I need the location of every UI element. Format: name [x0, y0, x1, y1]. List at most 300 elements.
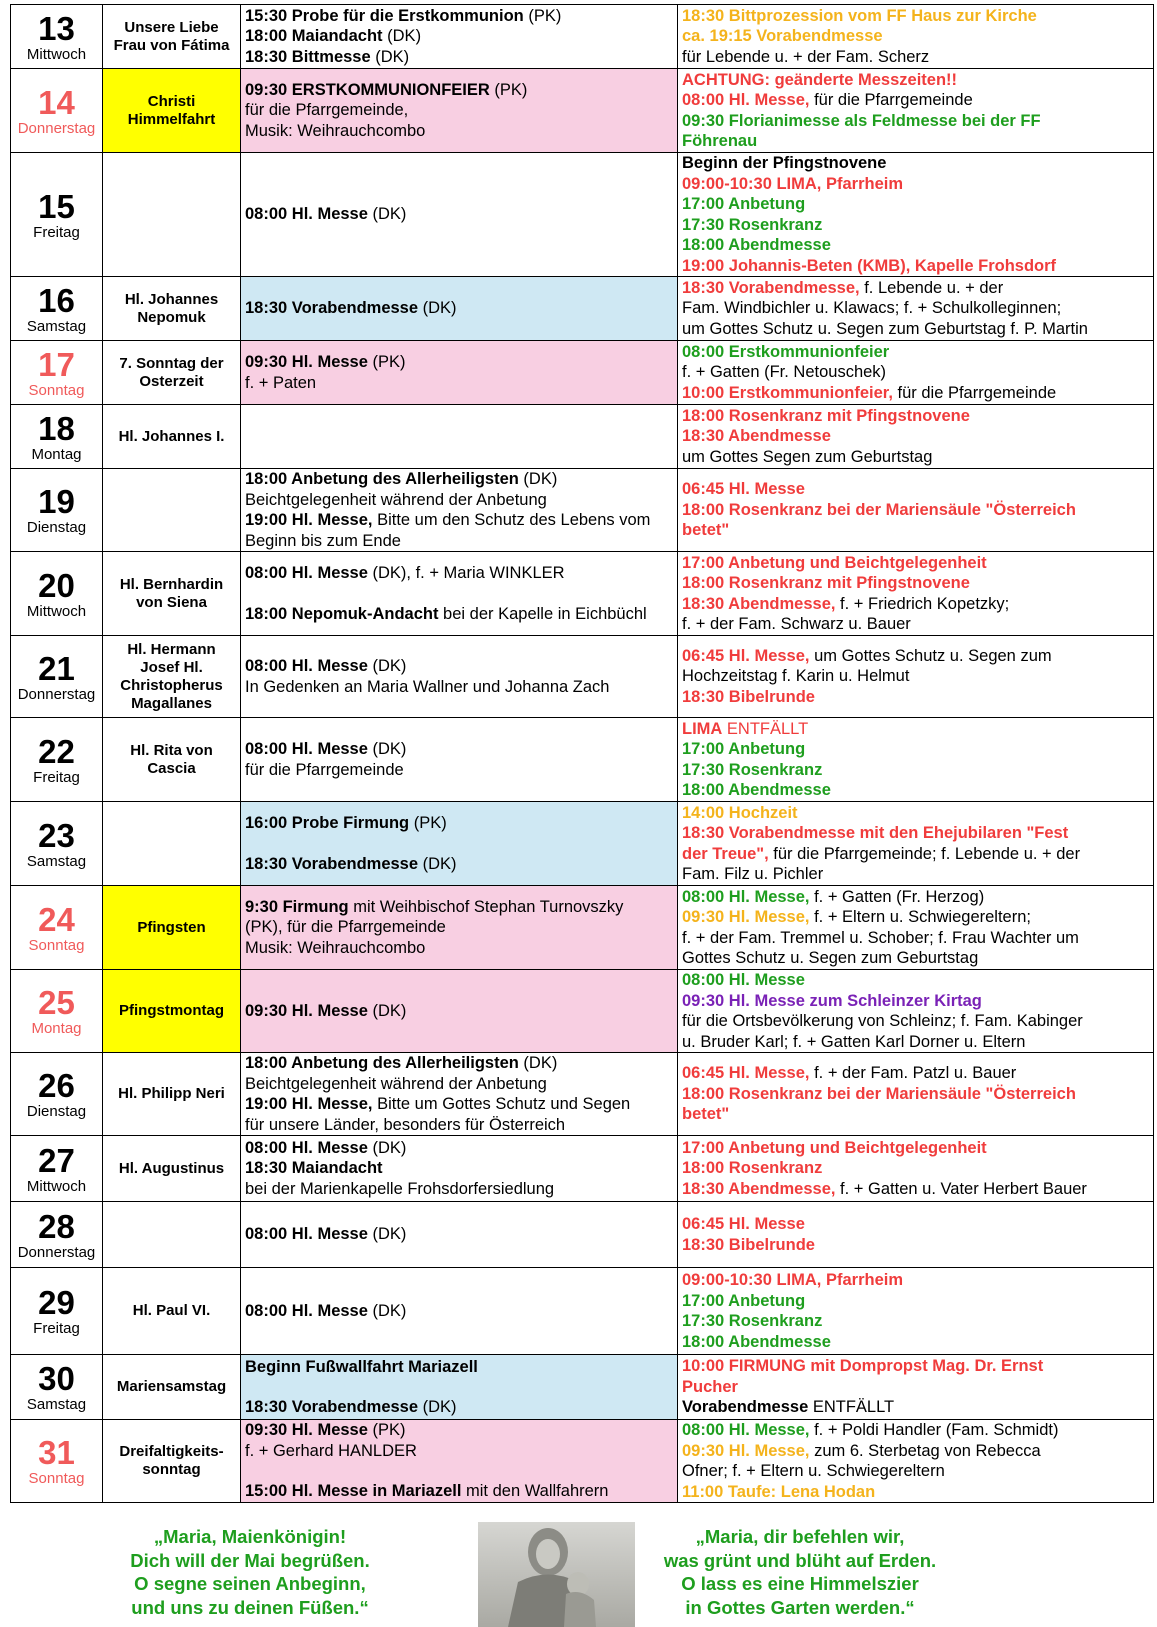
entry-line — [245, 917, 673, 938]
entry-line — [682, 1138, 1149, 1159]
entry-line — [682, 1011, 1149, 1032]
entry-line — [682, 1291, 1149, 1312]
weekday-name: Montag — [31, 445, 82, 463]
entry-line — [245, 1053, 673, 1074]
other-locations-cell — [678, 277, 1154, 341]
parish-cell — [241, 1355, 678, 1420]
entry-segment: 17:00 Anbetung und Beichtgelegenheit — [682, 1138, 987, 1157]
weekday-name: Freitag — [33, 223, 80, 241]
entry-segment: (DK), f. + Maria WINKLER — [367, 564, 565, 582]
entry-segment: 11:00 Taufe: Lena Hodan — [682, 1482, 876, 1501]
day-number: 15 — [38, 187, 75, 225]
entry-segment: 19:00 Hl. Messe, — [245, 1095, 373, 1113]
entry-segment: f. + Friedrich Kopetzky; — [835, 594, 1010, 613]
entry-segment: für Lebende u. + der Fam. Scherz — [682, 47, 930, 66]
poem-line: O lass es eine Himmelszier — [681, 1573, 919, 1594]
entry-line — [682, 1032, 1149, 1053]
entry-segment: (DK) — [367, 1301, 407, 1320]
entry-line — [682, 362, 1149, 383]
weekday-name: Montag — [31, 1020, 82, 1037]
entry-segment: 09:30 ERSTKOMMUNIONFEIER — [245, 80, 490, 99]
parish-cell — [241, 1420, 678, 1503]
poem-left — [50, 1525, 450, 1619]
entry-segment: Ofner; f. + Eltern u. Schwiegereltern — [682, 1462, 945, 1480]
other-locations-cell — [678, 1268, 1154, 1355]
entry-segment: (DK) — [367, 1225, 407, 1244]
entry-segment: (PK) — [523, 6, 562, 25]
day-cell — [11, 636, 103, 718]
parish-cell — [241, 69, 678, 153]
entry-segment: für unsere Länder, besonders für Österreich — [245, 1115, 566, 1134]
day-cell — [11, 405, 103, 469]
day-number: 23 — [38, 816, 75, 854]
day-cell — [11, 69, 103, 153]
entry-segment: 09:30 Hl. Messe — [245, 1001, 368, 1020]
day-row — [11, 1136, 1154, 1202]
entry-segment: 15:00 Hl. Messe in Mariazell — [245, 1482, 462, 1501]
entry-line — [245, 938, 673, 959]
entry-line — [682, 1377, 1149, 1398]
entry-segment: 09:30 Hl. Messe zum Schleinzer Kirtag — [682, 991, 982, 1010]
day-number: 13 — [38, 9, 75, 47]
entry-segment: 17:30 Rosenkranz — [682, 1312, 823, 1330]
entry-segment: ENTFÄLLT — [808, 1398, 895, 1417]
entry-line — [682, 614, 1149, 635]
entry-segment: für die Pfarrgemeinde; f. Lebende u. + der — [768, 844, 1081, 863]
entry-line — [682, 70, 1149, 91]
entry-segment: 08:00 Hl. Messe — [245, 740, 368, 758]
weekday-name: Dienstag — [26, 1103, 87, 1120]
day-row — [11, 1420, 1154, 1503]
day-number: 29 — [38, 1284, 75, 1321]
day-row — [11, 718, 1154, 802]
day-cell — [11, 970, 103, 1053]
feast-cell: Hl. Johannes Nepomuk — [103, 277, 241, 341]
entry-line — [682, 780, 1149, 801]
entry-segment: 18:30 Bittprozession vom FF Haus zur Kirche — [682, 6, 1037, 25]
line-gap — [245, 1377, 673, 1397]
entry-line — [682, 1461, 1149, 1482]
entry-segment: (PK) — [409, 814, 447, 832]
entry-segment: 08:00 Hl. Messe — [682, 971, 805, 989]
entry-segment: Bitte um Gottes Schutz und Segen — [372, 1095, 631, 1113]
weekday-name: Mittwoch — [26, 45, 87, 63]
entry-line — [245, 739, 673, 760]
entry-segment: 18:00 Rosenkranz bei der Mariensäule "Österreich — [682, 500, 1076, 519]
entry-segment: (PK) — [367, 1421, 406, 1440]
entry-segment: 08:00 Hl. Messe — [245, 1225, 368, 1244]
entry-segment: In Gedenken an Maria Wallner und Johanna Zach — [245, 677, 610, 696]
weekday-name: Dienstag — [26, 519, 87, 536]
entry-line — [245, 1179, 673, 1200]
poem-line: Dich will der Mai begrüßen. — [130, 1549, 370, 1571]
day-cell — [11, 718, 103, 802]
entry-line — [245, 373, 673, 394]
entry-line — [245, 80, 673, 101]
parish-cell — [241, 5, 678, 69]
entry-line — [682, 646, 1149, 667]
entry-line — [682, 153, 1149, 174]
entry-line — [682, 215, 1149, 236]
entry-segment: (DK) — [518, 1054, 558, 1072]
day-number: 14 — [38, 83, 75, 121]
entry-segment: Fam. Filz u. Pichler — [682, 865, 824, 883]
feast-cell: Hl. Johannes I. — [103, 405, 241, 469]
entry-segment: 08:00 Hl. Messe, — [682, 1421, 810, 1439]
entry-segment: ca. 19:15 Vorabendmesse — [682, 27, 883, 46]
day-number: 19 — [38, 483, 75, 520]
entry-segment: 06:45 Hl. Messe — [682, 480, 805, 499]
parish-cell — [241, 636, 678, 718]
entry-segment: 15:30 Probe für die Erstkommunion — [245, 6, 524, 25]
weekday-name: Donnerstag — [17, 1243, 96, 1261]
other-locations-cell — [678, 405, 1154, 469]
entry-line — [245, 6, 673, 27]
entry-line — [682, 948, 1149, 969]
poem-line: was grünt und blüht auf Erden. — [663, 1549, 937, 1571]
parish-cell — [241, 1136, 678, 1202]
entry-segment: Bitte um den Schutz des Lebens vom — [372, 511, 651, 529]
entry-segment: 10:00 FIRMUNG mit Dompropst Mag. Dr. Ernst — [682, 1357, 1044, 1376]
parish-cell — [241, 153, 678, 277]
entry-line — [682, 1235, 1149, 1256]
weekday-name: Mittwoch — [26, 1177, 87, 1195]
entry-line — [245, 677, 673, 698]
entry-segment: ACHTUNG: geänderte Messzeiten!! — [682, 70, 958, 89]
other-locations-cell — [678, 1202, 1154, 1268]
entry-segment: 18:30 Vorabendmesse, — [682, 278, 860, 297]
other-locations-cell — [678, 153, 1154, 277]
day-number: 17 — [38, 345, 75, 383]
day-cell — [11, 802, 103, 886]
entry-line — [682, 760, 1149, 781]
entry-segment: 18:30 Maiandacht — [245, 1159, 383, 1178]
entry-line — [245, 897, 673, 918]
day-cell — [11, 552, 103, 636]
parish-cell — [241, 1053, 678, 1136]
entry-segment: 18:00 Anbetung des Allerheiligsten — [245, 470, 519, 488]
entry-line — [682, 803, 1149, 824]
entry-line — [682, 1311, 1149, 1332]
day-number: 25 — [38, 984, 75, 1021]
feast-cell: Hl. Bernhardin von Siena — [103, 552, 241, 636]
entry-segment: 09:30 Florianimesse als Feldmesse bei der FF — [682, 111, 1041, 130]
entry-line — [682, 594, 1149, 615]
day-number: 26 — [38, 1067, 75, 1104]
entry-line — [245, 1441, 673, 1462]
parish-cell — [241, 277, 678, 341]
entry-line — [245, 1357, 673, 1378]
entry-line — [682, 1397, 1149, 1418]
entry-line — [682, 26, 1149, 47]
entry-line — [682, 1420, 1149, 1441]
entry-segment: (DK) — [367, 740, 407, 758]
entry-segment: 18:30 Bibelrunde — [682, 687, 815, 706]
entry-line — [245, 1397, 673, 1418]
entry-segment: Vorabendmesse — [682, 1398, 809, 1417]
entry-segment: (DK) — [418, 1398, 457, 1416]
day-number: 31 — [38, 1434, 75, 1471]
entry-line — [682, 6, 1149, 27]
entry-segment: 18:00 Anbetung des Allerheiligsten — [245, 1054, 519, 1072]
day-cell — [11, 1355, 103, 1420]
entry-line — [682, 553, 1149, 574]
day-number: 22 — [38, 732, 75, 770]
entry-segment: 17:00 Anbetung — [682, 1291, 806, 1310]
feast-cell: Hl. Philipp Neri — [103, 1053, 241, 1136]
entry-segment: bei der Kapelle in Eichbüchl — [438, 604, 647, 623]
other-locations-cell — [678, 69, 1154, 153]
entry-segment: u. Bruder Karl; f. + Gatten Karl Dorner u. Eltern — [682, 1032, 1026, 1051]
entry-line — [682, 1441, 1149, 1462]
entry-line — [682, 500, 1149, 521]
entry-segment: 06:45 Hl. Messe — [682, 1215, 805, 1233]
parish-cell — [241, 405, 678, 469]
entry-segment: 18:00 Rosenkranz mit Pfingstnovene — [682, 406, 970, 425]
feast-cell — [103, 153, 241, 277]
poem-right — [600, 1525, 1000, 1619]
entry-line — [682, 1332, 1149, 1353]
entry-line — [682, 887, 1149, 908]
parish-cell — [241, 1268, 678, 1355]
entry-segment: Beginn bis zum Ende — [245, 531, 401, 550]
entry-segment: 18:30 Bibelrunde — [682, 1235, 815, 1254]
entry-segment: LIMA — [682, 719, 723, 738]
day-number: 28 — [38, 1207, 75, 1245]
entry-line — [682, 256, 1149, 277]
entry-segment: (DK) — [367, 1138, 407, 1157]
entry-line — [245, 656, 673, 677]
entry-segment: für die Pfarrgemeinde — [245, 760, 404, 779]
day-cell — [11, 277, 103, 341]
entry-line — [682, 319, 1149, 340]
entry-segment: f. + der Fam. Patzl u. Bauer — [809, 1064, 1017, 1083]
entry-line — [682, 1356, 1149, 1377]
entry-segment: 06:45 Hl. Messe, — [682, 1064, 810, 1083]
entry-segment: 18:30 Vorabendmesse — [245, 299, 419, 318]
entry-line — [682, 278, 1149, 299]
entry-segment: 09:30 Hl. Messe — [245, 1421, 368, 1440]
entry-line — [682, 90, 1149, 111]
day-row — [11, 69, 1154, 153]
entry-segment: (PK) — [489, 80, 528, 99]
day-row — [11, 469, 1154, 552]
entry-line — [682, 823, 1149, 844]
entry-segment: ENTFÄLLT — [722, 719, 809, 738]
entry-segment: 18:00 Rosenkranz — [682, 1159, 823, 1178]
entry-segment: betet" — [682, 1105, 730, 1124]
feast-cell: Mariensamstag — [103, 1355, 241, 1420]
entry-segment: 08:00 Hl. Messe, — [682, 91, 810, 109]
entry-segment: 08:00 Erstkommunionfeier — [682, 342, 890, 361]
weekday-name: Samstag — [26, 852, 87, 870]
entry-segment: 10:00 Erstkommunionfeier, — [682, 383, 893, 402]
entry-segment: Föhrenau — [682, 132, 758, 150]
entry-line — [682, 1084, 1149, 1105]
entry-segment: 14:00 Hochzeit — [682, 803, 798, 822]
entry-segment: 18:00 Rosenkranz bei der Mariensäule "Österreich — [682, 1084, 1076, 1103]
schedule-table — [10, 4, 1154, 1503]
entry-segment: (PK), für die Pfarrgemeinde — [245, 918, 446, 937]
entry-segment: um Gottes Segen zum Geburtstag — [682, 447, 933, 466]
entry-segment: Beichtgelegenheit während der Anbetung — [245, 1074, 547, 1093]
entry-segment: 19:00 Johannis-Beten (KMB), Kapelle Frohsdorf — [682, 256, 1057, 275]
entry-segment: f. + Gerhard HANLDER — [245, 1441, 417, 1460]
entry-segment: 18:30 Abendmesse, — [682, 594, 836, 613]
entry-segment: 18:30 Vorabendmesse — [245, 1398, 419, 1416]
entry-line — [682, 666, 1149, 687]
entry-segment: 08:00 Hl. Messe — [245, 205, 368, 224]
entry-line — [245, 510, 673, 531]
entry-line — [245, 1115, 673, 1136]
entry-line — [682, 739, 1149, 760]
entry-segment: Musik: Weihrauchcombo — [245, 121, 426, 140]
day-row — [11, 5, 1154, 69]
entry-segment: f. + Paten — [245, 373, 317, 392]
entry-segment: Beginn der Pfingstnovene — [682, 154, 887, 172]
day-row — [11, 277, 1154, 341]
other-locations-cell — [678, 5, 1154, 69]
entry-segment: Beginn Fußwallfahrt Mariazell — [245, 1357, 478, 1376]
day-number: 16 — [38, 281, 75, 319]
entry-segment: 18:00 Nepomuk-Andacht — [245, 604, 439, 623]
entry-line — [245, 1224, 673, 1245]
weekday-name: Mittwoch — [26, 602, 87, 620]
feast-cell: 7. Sonntag der Osterzeit — [103, 341, 241, 405]
feast-cell — [103, 469, 241, 552]
entry-segment: 17:00 Anbetung — [682, 195, 806, 213]
entry-segment: 18:30 Abendmesse — [682, 427, 831, 446]
entry-segment: Fam. Windbichler u. Klawacs; f. + Schulkolleginnen; — [682, 299, 1062, 318]
entry-line — [682, 426, 1149, 447]
weekday-name: Sonntag — [28, 1470, 85, 1487]
entry-line — [682, 447, 1149, 468]
entry-segment: (DK) — [418, 299, 457, 318]
entry-segment: (DK) — [518, 470, 558, 488]
entry-segment: 17:00 Anbetung und Beichtgelegenheit — [682, 553, 987, 572]
weekday-name: Samstag — [26, 317, 87, 335]
entry-line — [245, 813, 673, 834]
other-locations-cell — [678, 886, 1154, 970]
day-number: 20 — [38, 566, 75, 604]
day-cell — [11, 341, 103, 405]
feast-cell: Hl. Augustinus — [103, 1136, 241, 1202]
entry-segment: 18:00 Maiandacht — [245, 27, 383, 46]
poem-line: „Maria, dir befehlen wir, — [695, 1526, 905, 1547]
other-locations-cell — [678, 636, 1154, 718]
feast-cell: Pfingsten — [103, 886, 241, 970]
feast-cell: Dreifaltigkeits-sonntag — [103, 1420, 241, 1503]
parish-cell — [241, 802, 678, 886]
parish-cell — [241, 886, 678, 970]
entry-line — [682, 573, 1149, 594]
entry-segment: 06:45 Hl. Messe, — [682, 646, 810, 665]
entry-segment: zum 6. Sterbetag von Rebecca — [809, 1441, 1041, 1460]
entry-line — [682, 406, 1149, 427]
poem-line: O segne seinen Anbeginn, — [134, 1573, 366, 1594]
entry-segment: 18:30 Abendmesse, — [682, 1179, 836, 1198]
entry-line — [682, 520, 1149, 541]
day-cell — [11, 1268, 103, 1355]
entry-line — [682, 342, 1149, 363]
entry-segment: f. + Poldi Handler (Fam. Schmidt) — [809, 1421, 1059, 1439]
other-locations-cell — [678, 552, 1154, 636]
entry-line — [682, 383, 1149, 404]
entry-segment: um Gottes Schutz u. Segen zum — [809, 646, 1052, 665]
parish-cell — [241, 718, 678, 802]
entry-segment: 09:30 Hl. Messe, — [682, 908, 810, 926]
entry-line — [245, 352, 673, 373]
day-cell — [11, 5, 103, 69]
entry-segment: 08:00 Hl. Messe — [245, 564, 368, 582]
weekday-name: Donnerstag — [17, 685, 96, 703]
entry-line — [245, 490, 673, 511]
day-cell — [11, 1420, 103, 1503]
day-row — [11, 1202, 1154, 1268]
entry-line — [682, 928, 1149, 949]
other-locations-cell — [678, 718, 1154, 802]
entry-segment: 18:00 Abendmesse — [682, 1332, 831, 1351]
feast-cell — [103, 1202, 241, 1268]
entry-segment: f. + Gatten (Fr. Netouschek) — [682, 363, 887, 382]
other-locations-cell — [678, 1053, 1154, 1136]
entry-segment: 09:30 Hl. Messe — [245, 353, 368, 371]
entry-segment: für die Pfarrgemeinde — [892, 383, 1057, 402]
entry-line — [245, 1074, 673, 1095]
entry-segment: 09:30 Hl. Messe, — [682, 1441, 810, 1460]
entry-line — [682, 1158, 1149, 1179]
day-cell — [11, 153, 103, 277]
entry-segment: 18:30 Vorabendmesse mit den Ehejubilaren "Fest — [682, 824, 1069, 842]
entry-line — [245, 1158, 673, 1179]
entry-line — [245, 1301, 673, 1322]
entry-segment: 08:00 Hl. Messe — [245, 1301, 368, 1320]
entry-segment: 09:00-10:30 LIMA, Pfarrheim — [682, 174, 904, 193]
line-gap — [245, 834, 673, 854]
entry-segment: 08:00 Hl. Messe, — [682, 887, 810, 906]
day-row — [11, 802, 1154, 886]
entry-line — [682, 907, 1149, 928]
entry-segment: Hochzeitstag f. Karin u. Helmut — [682, 667, 910, 686]
parish-cell — [241, 552, 678, 636]
day-cell — [11, 1053, 103, 1136]
line-gap — [245, 1461, 673, 1481]
entry-line — [682, 479, 1149, 500]
entry-line — [245, 204, 673, 225]
entry-segment: (DK) — [367, 657, 407, 675]
weekday-name: Donnerstag — [17, 119, 96, 137]
entry-line — [245, 1481, 673, 1502]
poem-line: und uns zu deinen Füßen.“ — [131, 1596, 369, 1618]
other-locations-cell — [678, 1136, 1154, 1202]
entry-segment: f. Lebende u. + der — [859, 278, 1004, 297]
entry-line — [682, 1214, 1149, 1235]
entry-segment: (DK) — [367, 1001, 407, 1020]
entry-segment: mit den Wallfahrern — [461, 1482, 609, 1501]
entry-line — [682, 1179, 1149, 1200]
entry-segment: für die Pfarrgemeinde — [809, 91, 973, 109]
entry-line — [245, 121, 673, 142]
line-gap — [245, 584, 673, 604]
weekday-name: Freitag — [33, 1320, 80, 1337]
day-cell — [11, 1202, 103, 1268]
feast-cell: Hl. Rita von Cascia — [103, 718, 241, 802]
day-number: 18 — [38, 409, 75, 447]
entry-segment: (PK) — [367, 353, 406, 371]
poem-line: in Gottes Garten werden.“ — [685, 1596, 915, 1618]
entry-line — [682, 991, 1149, 1012]
entry-line — [682, 864, 1149, 885]
